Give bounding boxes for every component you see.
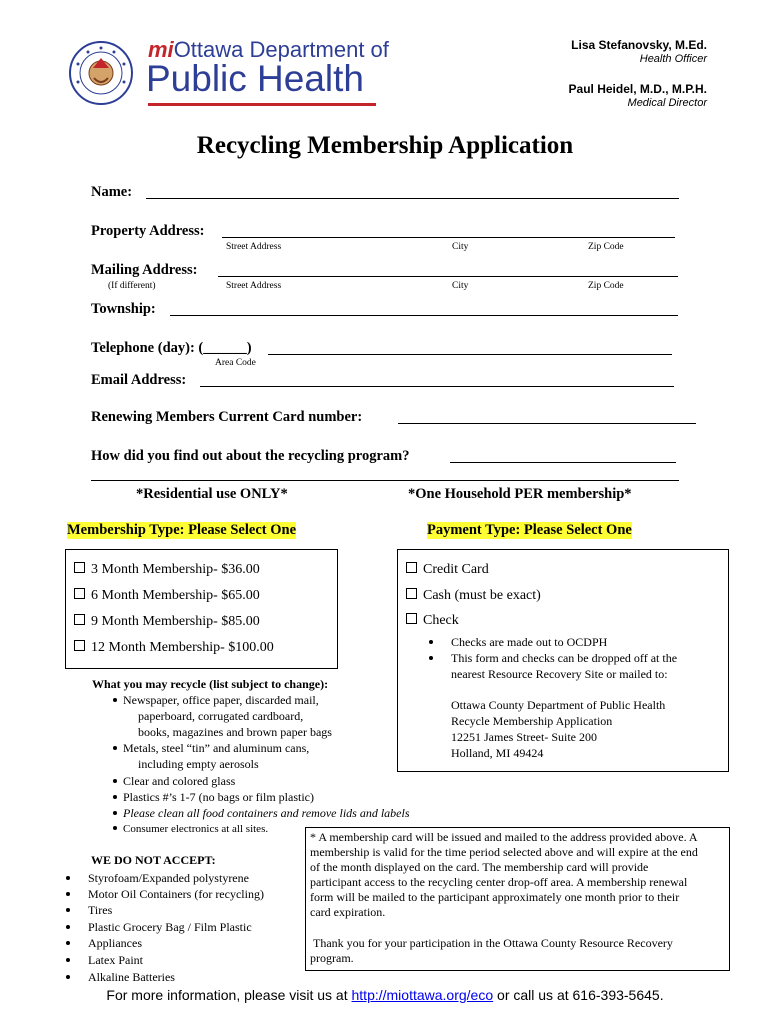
org-prefix: mi — [148, 37, 174, 62]
not-accept-heading: WE DO NOT ACCEPT: — [91, 853, 216, 867]
if-different-caption: (If different) — [108, 281, 156, 291]
bullet-icon — [66, 958, 70, 962]
note-line: participant access to the recycling center drop-off area. A membership renewal — [310, 875, 688, 889]
thanks-line: program. — [310, 951, 354, 965]
mail-address-line: Recycle Membership Application — [451, 714, 613, 728]
recycle-item: Consumer electronics at all sites. — [113, 823, 268, 835]
mail-address-line: Holland, MI 49424 — [451, 746, 544, 760]
mail-address-line: Ottawa County Department of Public Health — [451, 698, 666, 712]
not-accept-item: Styrofoam/Expanded polystyrene — [66, 871, 249, 886]
checkbox-icon[interactable] — [74, 640, 85, 651]
membership-heading: Membership Type: Please Select One — [67, 522, 297, 538]
payment-heading: Payment Type: Please Select One — [427, 522, 632, 538]
check-note-item: This form and checks can be dropped off at the — [429, 651, 677, 666]
not-accept-item: Tires — [66, 903, 112, 918]
property-address-label: Property Address: — [91, 223, 205, 239]
email-label: Email Address: — [91, 372, 187, 388]
property-city-caption: City — [452, 242, 469, 252]
residential-note: *Residential use ONLY* — [136, 486, 288, 502]
membership-option-6-month[interactable]: 6 Month Membership- $65.00 — [74, 588, 260, 604]
telephone-field[interactable] — [268, 354, 672, 355]
org-name-line2: Public Health — [146, 58, 365, 99]
recycle-item-continued: including empty aerosols — [138, 757, 259, 771]
mailing-city-caption: City — [452, 281, 469, 291]
find-out-field[interactable] — [450, 462, 676, 463]
not-accept-item: Alkaline Batteries — [66, 970, 175, 985]
mailing-address-label: Mailing Address: — [91, 262, 198, 278]
not-accept-item: Motor Oil Containers (for recycling) — [66, 887, 264, 902]
payment-options-box — [397, 549, 729, 772]
township-field[interactable] — [170, 315, 678, 316]
note-line: of the month displayed on the card. The membership card will provide — [310, 860, 649, 874]
county-seal-icon — [68, 40, 134, 106]
not-accept-item: Plastic Grocery Bag / Film Plastic — [66, 920, 252, 935]
note-line: form will be mailed to the participant approximately one month prior to their — [310, 890, 680, 904]
bullet-icon — [113, 779, 117, 783]
renewing-card-label: Renewing Members Current Card number: — [91, 409, 363, 425]
property-address-field[interactable] — [222, 237, 675, 238]
bullet-icon — [66, 925, 70, 929]
bullet-icon — [66, 876, 70, 880]
bullet-icon — [113, 826, 117, 830]
recycle-item: Clear and colored glass — [113, 774, 235, 789]
membership-note-box — [305, 827, 730, 971]
bullet-icon — [113, 795, 117, 799]
membership-option-3-month[interactable]: 3 Month Membership- $36.00 — [74, 562, 260, 578]
footer-contact: For more information, please visit us at http://miottawa.org/eco or call us at 616-393-5645. — [106, 987, 664, 1003]
membership-option-12-month[interactable]: 12 Month Membership- $100.00 — [74, 640, 274, 656]
officer2-name: Paul Heidel, M.D., M.P.H. — [568, 82, 707, 96]
recycle-item-continued: paperboard, corrugated cardboard, — [138, 709, 304, 723]
name-label: Name: — [91, 184, 133, 200]
area-code-caption: Area Code — [215, 358, 256, 368]
not-accept-item: Appliances — [66, 936, 142, 951]
payment-option-credit-card[interactable]: Credit Card — [406, 562, 489, 578]
recycle-heading: What you may recycle (list subject to change): — [92, 677, 329, 691]
mailing-address-field[interactable] — [218, 276, 678, 277]
property-zip-caption: Zip Code — [588, 242, 624, 252]
telephone-label: Telephone (day): (______) — [91, 340, 252, 356]
not-accept-item: Latex Paint — [66, 953, 143, 968]
payment-option-check[interactable]: Check — [406, 613, 459, 629]
membership-option-9-month[interactable]: 9 Month Membership- $85.00 — [74, 614, 260, 630]
email-field[interactable] — [200, 386, 674, 387]
recycle-item: Metals, steel “tin” and aluminum cans, — [113, 741, 309, 756]
find-out-label: How did you find out about the recycling program? — [91, 448, 410, 464]
recycle-item: Please clean all food containers and remove lids and labels — [113, 806, 410, 821]
bullet-icon — [66, 975, 70, 979]
note-line: card expiration. — [310, 905, 386, 919]
officer2-title: Medical Director — [627, 97, 707, 109]
note-line: * A membership card will be issued and mailed to the address provided above. A — [310, 830, 698, 844]
org-name-line1: miOttawa Department of — [148, 37, 389, 62]
page-title: Recycling Membership Application — [196, 132, 574, 159]
checkbox-icon[interactable] — [406, 562, 417, 573]
membership-options-box — [65, 549, 338, 669]
header-rule — [148, 103, 376, 106]
bullet-icon — [429, 656, 433, 660]
recycle-item: Newspaper, office paper, discarded mail, — [113, 693, 319, 708]
mail-address-line: 12251 James Street- Suite 200 — [451, 730, 597, 744]
bullet-icon — [113, 811, 117, 815]
check-note-continued: nearest Resource Recovery Site or mailed to: — [451, 667, 668, 681]
recycle-item: Plastics #’s 1-7 (no bags or film plastic) — [113, 790, 314, 805]
checkbox-icon[interactable] — [406, 613, 417, 624]
mailing-street-caption: Street Address — [226, 281, 282, 291]
officer1-title: Health Officer — [639, 53, 707, 65]
mailing-zip-caption: Zip Code — [588, 281, 624, 291]
officer1-name: Lisa Stefanovsky, M.Ed. — [571, 38, 707, 52]
payment-option-cash[interactable]: Cash (must be exact) — [406, 588, 541, 604]
bullet-icon — [429, 640, 433, 644]
bullet-icon — [66, 941, 70, 945]
property-street-caption: Street Address — [226, 242, 282, 252]
website-link[interactable]: http://miottawa.org/eco — [351, 987, 494, 1003]
bullet-icon — [113, 698, 117, 702]
checkbox-icon[interactable] — [74, 562, 85, 573]
bullet-icon — [66, 908, 70, 912]
note-line: membership is valid for the time period selected above and will expire at the end — [310, 845, 698, 859]
township-label: Township: — [91, 301, 156, 317]
checkbox-icon[interactable] — [74, 588, 85, 599]
recycle-item-continued: books, magazines and brown paper bags — [138, 725, 332, 739]
checkbox-icon[interactable] — [74, 614, 85, 625]
thanks-line: Thank you for your participation in the Ottawa County Resource Recovery — [313, 936, 673, 950]
bullet-icon — [113, 746, 117, 750]
find-out-field-continued[interactable] — [91, 480, 679, 481]
household-note: *One Household PER membership* — [408, 486, 632, 502]
bullet-icon — [66, 892, 70, 896]
name-field[interactable] — [146, 198, 679, 199]
renewing-card-field[interactable] — [398, 423, 696, 424]
checkbox-icon[interactable] — [406, 588, 417, 599]
check-note-item: Checks are made out to OCDPH — [429, 635, 607, 650]
